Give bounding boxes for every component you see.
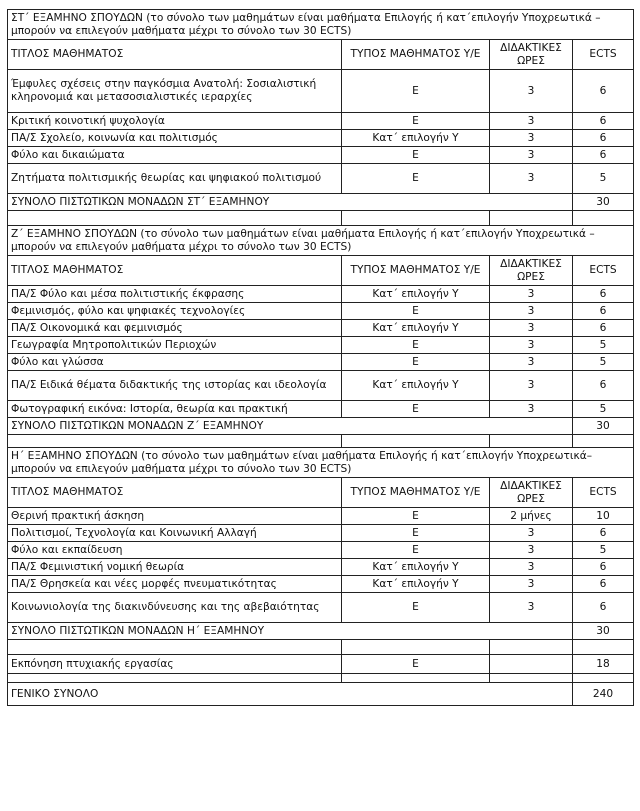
course-row (8, 542, 634, 559)
column-header-row (8, 40, 634, 70)
course-hours: 3 (490, 130, 573, 147)
thesis-hours (490, 655, 573, 674)
semester-total-value: 30 (573, 623, 634, 640)
empty-cell (490, 674, 573, 683)
course-ects: 6 (573, 286, 634, 303)
course-title: ΠΑ/Σ Φύλο και μέσα πολιτιστικής έκφρασης (8, 286, 342, 303)
course-title: Φύλο και γλώσσα (8, 354, 342, 371)
course-type: Ε (342, 542, 490, 559)
semester-total-row (8, 194, 634, 211)
course-hours: 3 (490, 401, 573, 418)
course-title: Έμφυλες σχέσεις στην παγκόσμια Ανατολή: Σοσιαλιστική κληρονομιά και μετασοσιαλιστικές ιεραρχίες (8, 70, 342, 113)
column-header-ects: ECTS (573, 478, 634, 508)
course-hours: 3 (490, 525, 573, 542)
course-row (8, 320, 634, 337)
course-type: Κατ΄ επιλογήν Υ (342, 576, 490, 593)
course-ects: 5 (573, 542, 634, 559)
column-header-type: ΤΥΠΟΣ ΜΑΘΗΜΑΤΟΣ Υ/Ε (342, 256, 490, 286)
course-title: Κριτική κοινοτική ψυχολογία (8, 113, 342, 130)
course-ects: 6 (573, 576, 634, 593)
thesis-ects: 18 (573, 655, 634, 674)
semester-total-label: ΣΥΝΟΛΟ ΠΙΣΤΩΤΙΚΩΝ ΜΟΝΑΔΩΝ Ζ΄ ΕΞΑΜΗΝΟΥ (8, 418, 573, 435)
course-type: Ε (342, 303, 490, 320)
course-ects: 6 (573, 113, 634, 130)
course-type: Κατ΄ επιλογήν Υ (342, 559, 490, 576)
empty-cell (490, 211, 573, 226)
course-title: Φύλο και εκπαίδευση (8, 542, 342, 559)
course-ects: 6 (573, 70, 634, 113)
course-type: Κατ΄ επιλογήν Υ (342, 371, 490, 401)
semester-heading-row (8, 226, 634, 256)
course-row (8, 113, 634, 130)
course-hours: 3 (490, 354, 573, 371)
course-title: ΠΑ/Σ Σχολείο, κοινωνία και πολιτισμός (8, 130, 342, 147)
empty-cell (573, 640, 634, 655)
course-hours: 3 (490, 286, 573, 303)
course-hours: 3 (490, 70, 573, 113)
course-row (8, 371, 634, 401)
course-title: Θερινή πρακτική άσκηση (8, 508, 342, 525)
semester-heading: ΣΤ΄ ΕΞΑΜΗΝΟ ΣΠΟΥΔΩΝ (το σύνολο των μαθημάτων είναι μαθήματα Επιλογής ή κατ΄επιλογήν Υποχρεωτικά – μπορούν να επιλεγούν μαθήματα μέχρι το σύνολο των 30 ECTS) (8, 10, 634, 40)
course-ects: 5 (573, 337, 634, 354)
empty-cell (8, 640, 342, 655)
course-ects: 6 (573, 320, 634, 337)
course-row (8, 508, 634, 525)
course-type: Ε (342, 354, 490, 371)
course-hours: 3 (490, 559, 573, 576)
empty-cell (342, 435, 490, 448)
column-header-title: ΤΙΤΛΟΣ ΜΑΘΗΜΑΤΟΣ (8, 478, 342, 508)
course-title: ΠΑ/Σ Οικονομικά και φεμινισμός (8, 320, 342, 337)
course-type: Ε (342, 147, 490, 164)
course-row (8, 303, 634, 320)
spacer-row (8, 435, 634, 448)
empty-cell (8, 435, 342, 448)
course-hours: 3 (490, 576, 573, 593)
course-row (8, 286, 634, 303)
spacer-row (8, 640, 634, 655)
course-row (8, 130, 634, 147)
curriculum-table-body (8, 10, 634, 706)
empty-cell (342, 211, 490, 226)
course-hours: 3 (490, 164, 573, 194)
course-title: Φύλο και δικαιώματα (8, 147, 342, 164)
course-row (8, 164, 634, 194)
grand-total-row (8, 683, 634, 706)
semester-total-label: ΣΥΝΟΛΟ ΠΙΣΤΩΤΙΚΩΝ ΜΟΝΑΔΩΝ Η΄ ΕΞΑΜΗΝΟΥ (8, 623, 573, 640)
course-hours: 3 (490, 147, 573, 164)
course-hours: 3 (490, 542, 573, 559)
course-title: Φωτογραφική εικόνα: Ιστορία, θεωρία και πρακτική (8, 401, 342, 418)
course-ects: 10 (573, 508, 634, 525)
course-title: ΠΑ/Σ Θρησκεία και νέες μορφές πνευματικότητας (8, 576, 342, 593)
column-header-type: ΤΥΠΟΣ ΜΑΘΗΜΑΤΟΣ Υ/Ε (342, 40, 490, 70)
course-type: Κατ΄ επιλογήν Υ (342, 320, 490, 337)
empty-cell (8, 674, 342, 683)
semester-heading: Η΄ ΕΞΑΜΗΝΟ ΣΠΟΥΔΩΝ (το σύνολο των μαθημάτων είναι μαθήματα Επιλογής ή κατ΄επιλογήν Υποχρεωτικά– μπορούν να επιλεγούν μαθήματα μέχρι το σύνολο των 30 ECTS) (8, 448, 634, 478)
course-hours: 3 (490, 593, 573, 623)
course-ects: 6 (573, 303, 634, 320)
curriculum-table (7, 9, 634, 706)
empty-cell (573, 674, 634, 683)
semester-total-row (8, 418, 634, 435)
course-row (8, 525, 634, 542)
course-row (8, 70, 634, 113)
course-row (8, 593, 634, 623)
course-hours: 2 μήνες (490, 508, 573, 525)
thesis-type: Ε (342, 655, 490, 674)
course-ects: 5 (573, 354, 634, 371)
column-header-ects: ECTS (573, 256, 634, 286)
course-row (8, 337, 634, 354)
course-title: Φεμινισμός, φύλο και ψηφιακές τεχνολογίες (8, 303, 342, 320)
course-type: Ε (342, 525, 490, 542)
column-header-row (8, 256, 634, 286)
course-type: Ε (342, 113, 490, 130)
course-title: Γεωγραφία Μητροπολιτικών Περιοχών (8, 337, 342, 354)
column-header-hours: ΔΙΔΑΚΤΙΚΕΣ ΩΡΕΣ (490, 478, 573, 508)
column-header-title: ΤΙΤΛΟΣ ΜΑΘΗΜΑΤΟΣ (8, 256, 342, 286)
course-row (8, 147, 634, 164)
course-ects: 6 (573, 525, 634, 542)
course-ects: 6 (573, 130, 634, 147)
empty-cell (8, 211, 342, 226)
course-hours: 3 (490, 337, 573, 354)
semester-heading-row (8, 448, 634, 478)
course-row (8, 401, 634, 418)
semester-total-value: 30 (573, 418, 634, 435)
column-header-type: ΤΥΠΟΣ ΜΑΘΗΜΑΤΟΣ Υ/Ε (342, 478, 490, 508)
course-ects: 6 (573, 559, 634, 576)
semester-total-row (8, 623, 634, 640)
course-type: Ε (342, 508, 490, 525)
column-header-hours: ΔΙΔΑΚΤΙΚΕΣ ΩΡΕΣ (490, 40, 573, 70)
course-ects: 5 (573, 164, 634, 194)
course-hours: 3 (490, 320, 573, 337)
course-type: Ε (342, 401, 490, 418)
course-row (8, 354, 634, 371)
empty-cell (342, 640, 490, 655)
course-row (8, 576, 634, 593)
semester-total-label: ΣΥΝΟΛΟ ΠΙΣΤΩΤΙΚΩΝ ΜΟΝΑΔΩΝ ΣΤ΄ ΕΞΑΜΗΝΟΥ (8, 194, 573, 211)
semester-heading-row (8, 10, 634, 40)
semester-heading: Ζ΄ ΕΞΑΜΗΝΟ ΣΠΟΥΔΩΝ (το σύνολο των μαθημάτων είναι μαθήματα Επιλογής ή κατ΄επιλογήν Υποχρεωτικά – μπορούν να επιλεγούν μαθήματα μέχρι το σύνολο των 30 ECTS) (8, 226, 634, 256)
course-ects: 5 (573, 401, 634, 418)
course-type: Ε (342, 70, 490, 113)
empty-cell (573, 435, 634, 448)
grand-total-label: ΓΕΝΙΚΟ ΣΥΝΟΛΟ (8, 683, 573, 706)
semester-total-value: 30 (573, 194, 634, 211)
empty-cell (573, 211, 634, 226)
thesis-title: Εκπόνηση πτυχιακής εργασίας (8, 655, 342, 674)
column-header-row (8, 478, 634, 508)
course-type: Ε (342, 337, 490, 354)
course-ects: 6 (573, 147, 634, 164)
course-ects: 6 (573, 593, 634, 623)
course-type: Ε (342, 593, 490, 623)
course-hours: 3 (490, 371, 573, 401)
course-hours: 3 (490, 113, 573, 130)
column-header-hours: ΔΙΔΑΚΤΙΚΕΣ ΩΡΕΣ (490, 256, 573, 286)
course-type: Ε (342, 164, 490, 194)
spacer-row (8, 674, 634, 683)
column-header-ects: ECTS (573, 40, 634, 70)
course-title: ΠΑ/Σ Φεμινιστική νομική θεωρία (8, 559, 342, 576)
empty-cell (490, 640, 573, 655)
course-type: Κατ΄ επιλογήν Υ (342, 130, 490, 147)
course-ects: 6 (573, 371, 634, 401)
spacer-row (8, 211, 634, 226)
grand-total-value: 240 (573, 683, 634, 706)
course-row (8, 559, 634, 576)
course-hours: 3 (490, 303, 573, 320)
course-type: Κατ΄ επιλογήν Υ (342, 286, 490, 303)
empty-cell (342, 674, 490, 683)
column-header-title: ΤΙΤΛΟΣ ΜΑΘΗΜΑΤΟΣ (8, 40, 342, 70)
course-title: Ζητήματα πολιτισμικής θεωρίας και ψηφιακού πολιτισμού (8, 164, 342, 194)
thesis-row (8, 655, 634, 674)
course-title: Πολιτισμοί, Τεχνολογία και Κοινωνική Αλλαγή (8, 525, 342, 542)
empty-cell (490, 435, 573, 448)
course-title: ΠΑ/Σ Ειδικά θέματα διδακτικής της ιστορίας και ιδεολογία (8, 371, 342, 401)
course-title: Κοινωνιολογία της διακινδύνευσης και της αβεβαιότητας (8, 593, 342, 623)
curriculum-document (7, 9, 633, 706)
